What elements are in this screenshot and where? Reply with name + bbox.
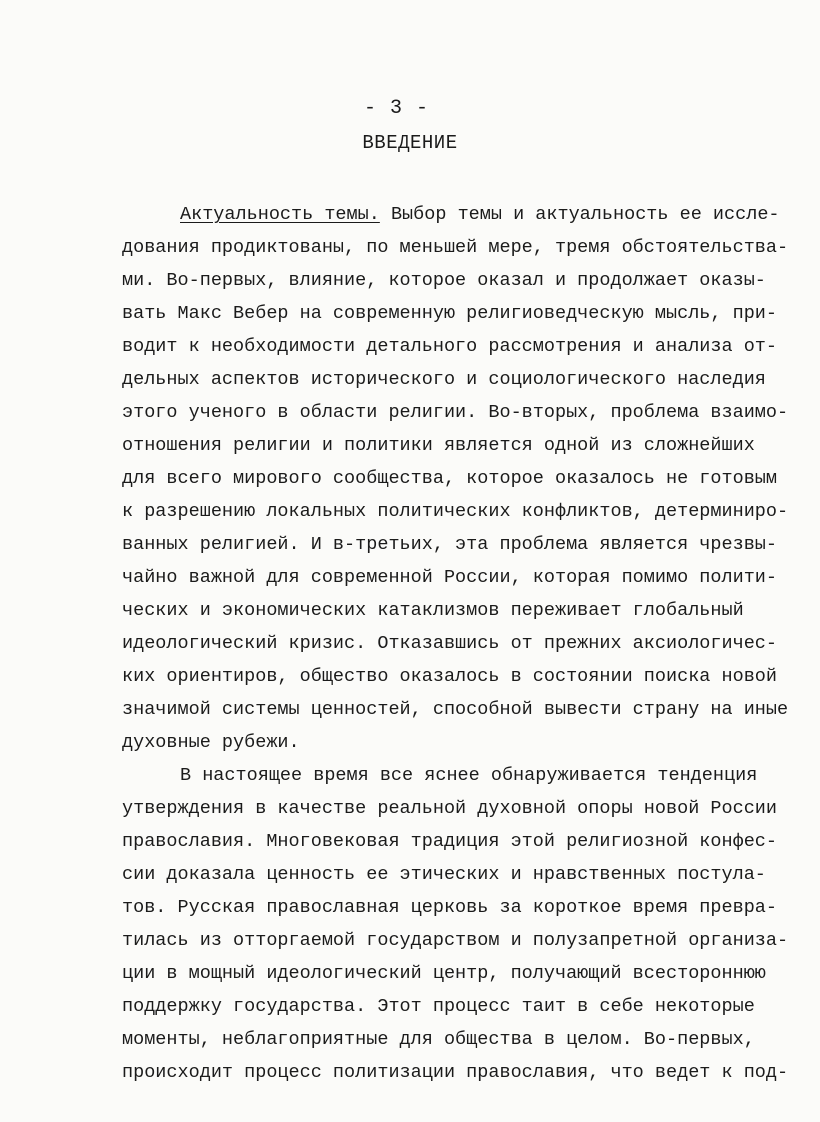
- paragraph-2-line: тов. Русская православная церковь за короткое время превра-: [122, 897, 778, 918]
- paragraph-1-line: ми. Во-первых, влияние, которое оказал и продолжает оказы-: [122, 270, 766, 291]
- paragraph-1-line: ческих и экономических катаклизмов переживает глобальный: [122, 600, 744, 621]
- paragraph-2-line: ции в мощный идеологический центр, получающий всестороннюю: [122, 963, 766, 984]
- paragraph-1-line: идеологический кризис. Отказавшись от прежних аксиологичес-: [122, 633, 778, 654]
- paragraph-2-line: сии доказала ценность ее этических и нравственных постула-: [122, 864, 766, 885]
- paragraph-2-line: происходит процесс политизации православия, что ведет к под-: [122, 1062, 789, 1083]
- paragraph-2-line: поддержку государства. Этот процесс таит в себе некоторые: [122, 996, 755, 1017]
- paragraph-1-line: дования продиктованы, по меньшей мере, тремя обстоятельства-: [122, 237, 789, 258]
- paragraph-2-line: моменты, неблагоприятные для общества в целом. Во-первых,: [122, 1029, 755, 1050]
- paragraph-2-line: В настоящее время все яснее обнаруживается тенденция: [180, 765, 758, 786]
- paragraph-1-line: чайно важной для современной России, которая помимо полити-: [122, 567, 778, 588]
- paragraph-1-line: водит к необходимости детального рассмотрения и анализа от-: [122, 336, 778, 357]
- paragraph-1-line: для всего мирового сообщества, которое оказалось не готовым: [122, 468, 778, 489]
- paragraph-2-line: православия. Многовековая традиция этой религиозной конфес-: [122, 831, 778, 852]
- paragraph-2-line: утверждения в качестве реальной духовной опоры новой России: [122, 798, 778, 819]
- paragraph-1-line: вать Макс Вебер на современную религиоведческую мысль, при-: [122, 303, 778, 324]
- paragraph-1-line: значимой системы ценностей, способной вывести страну на иные: [122, 699, 789, 720]
- paragraph-1-line: отношения религии и политики является одной из сложнейших: [122, 435, 755, 456]
- paragraph-1-line: к разрешению локальных политических конфликтов, детерминиро-: [122, 501, 789, 522]
- paragraph-2-line: тилась из отторгаемой государством и полузапретной организа-: [122, 930, 789, 951]
- paragraph-1-line: дельных аспектов исторического и социологического наследия: [122, 369, 766, 390]
- paragraph-1-line: ких ориентиров, общество оказалось в состоянии поиска новой: [122, 666, 778, 687]
- paragraph-1-line: духовные рубежи.: [122, 732, 300, 753]
- body-text: [122, 198, 789, 1089]
- page-number: - 3 -: [363, 97, 429, 120]
- paragraph-1-line: ванных религией. И в-третьих, эта проблема является чрезвы-: [122, 534, 778, 555]
- topic-label: Актуальность темы.: [180, 204, 380, 225]
- paragraph-1-line: [122, 198, 780, 231]
- section-heading: ВВЕДЕНИЕ: [362, 132, 458, 154]
- paragraph-1-line: этого ученого в области религии. Во-вторых, проблема взаимо-: [122, 402, 789, 423]
- paragraph-1-first-line-text: Выбор темы и актуальность ее иссле-: [390, 204, 780, 225]
